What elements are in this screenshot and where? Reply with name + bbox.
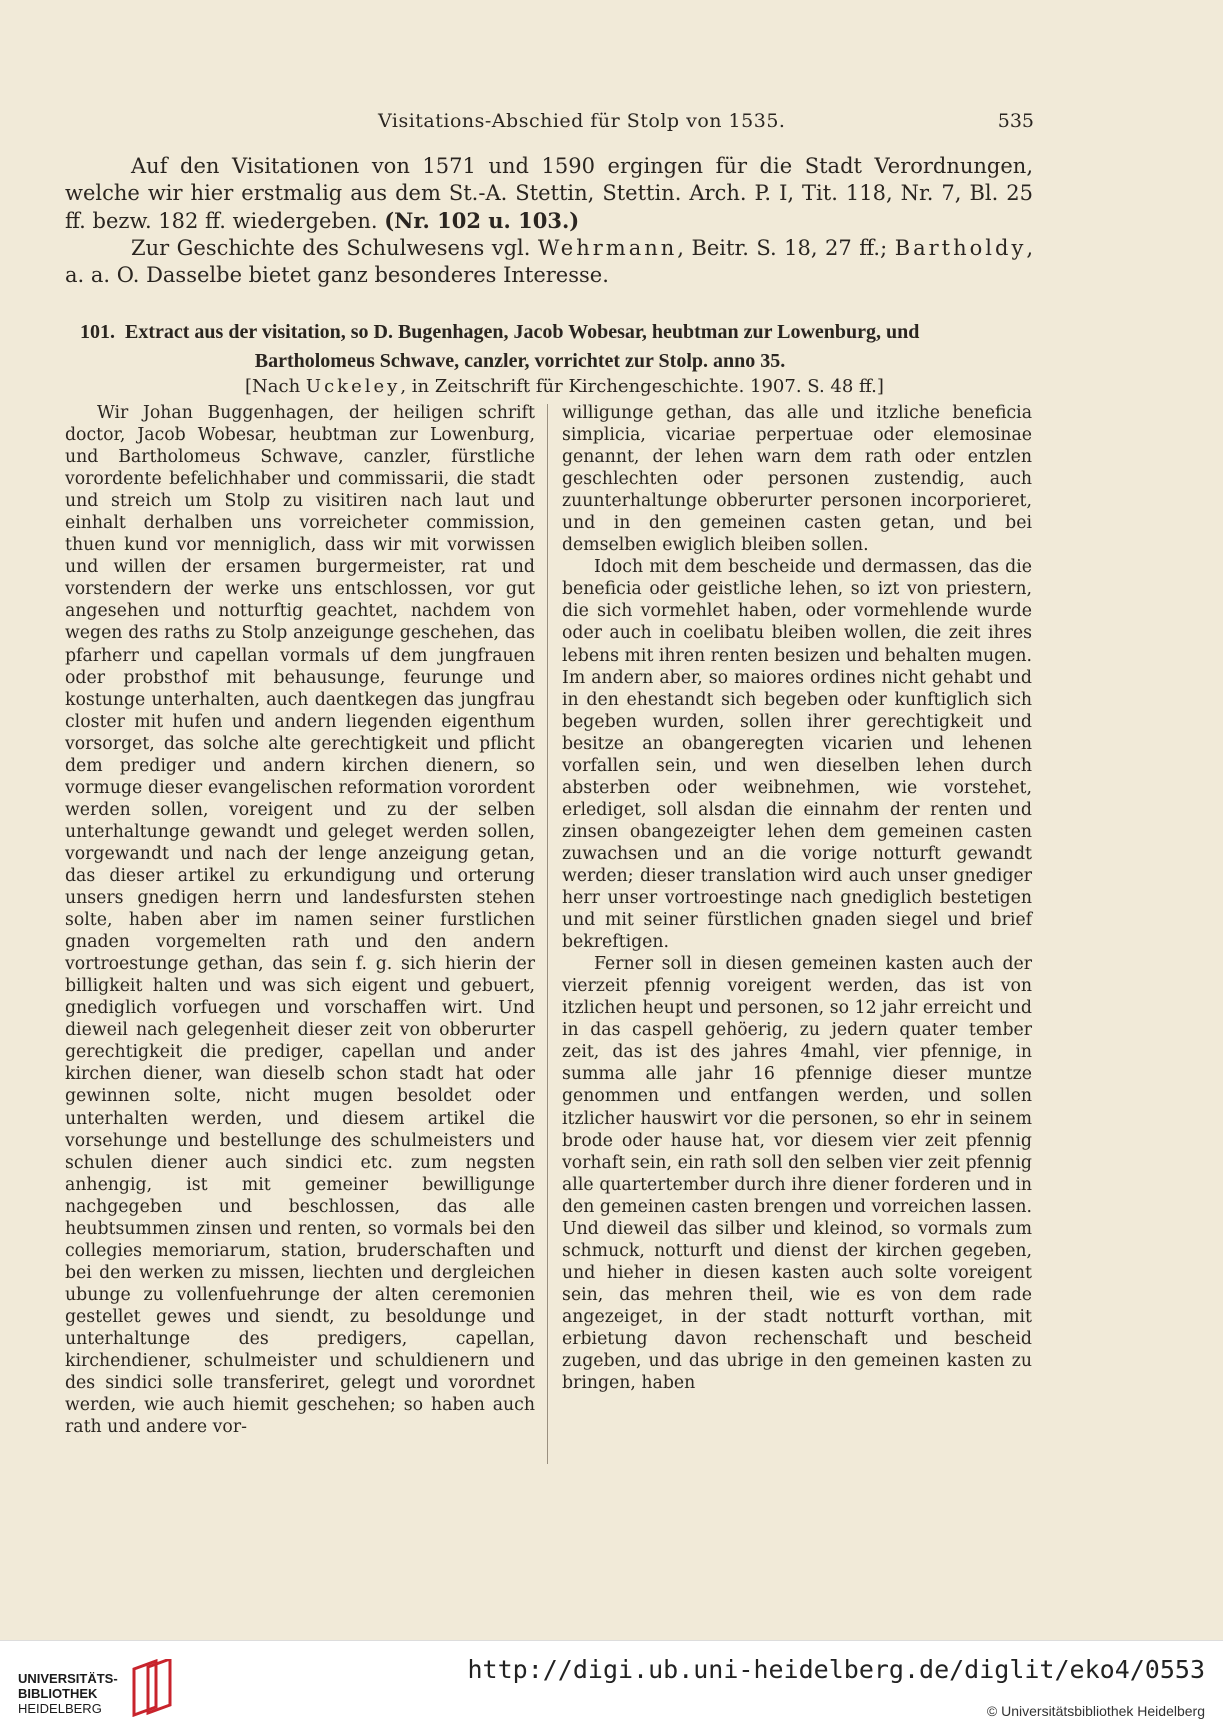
intro-paragraph-1	[65, 153, 1033, 235]
source-rest: , in Zeitschrift für Kirchengeschichte. 1907. S. 48 ff.]	[400, 376, 884, 397]
left-column	[65, 402, 535, 1438]
intro-text-2c: , a. a. O. Dasselbe bietet ganz besonderes Interesse.	[65, 236, 1033, 287]
library-emblem-icon	[126, 1659, 176, 1717]
right-paragraph-3: Ferner soll in diesen gemeinen kasten auch der vierzeit pfennig voreigent werden, das ist von itzlichen heupt und personen, so 12 jahr erreicht und in das caspell gehöerig, zu jedern quater tember zeit, das ist des jahres 4mahl, vier pfennige, in summa alle jahr 16 pfennige dieser muntze genommen und entfangen werden, und sollen itzlicher hauswirt vor die personen, so ehr in seinem brode oder hause hat, vor diesem vier zeit pfennig vorhaft sein, ein rath soll den selben vier zeit pfennig alle quartertember durch ihre diener forderen und in den gemeinen casten brengen und vorreichen lassen. Und dieweil das silber und kleinod, so vormals zum schmuck, notturft und dienst der kirchen gegeben, und hieher in diesen kasten auch solte voreigent sein, das mehren theil, wie es von dem rade angezeiget, in der stadt notturft vorthan, mit erbietung davon rechenschaft und bescheid zugeben, und das ubrige in den gemeinen kasten zu bringen, haben	[562, 954, 1032, 1394]
right-paragraph-1: willigunge gethan, das alle und itzliche beneficia simplicia, vicariae perpertuae oder elemosinae genannt, der lehen warn dem rath oder entzlen geschlechten oder personen zustendig, auch zuunterhaltunge obberurter personen incorporieret, und in den gemeinen casten getan, und bei demselben ewiglich bleiben sollen.	[562, 403, 1032, 556]
author-bartholdy: Bartholdy	[894, 236, 1027, 260]
logo-text	[18, 1671, 118, 1716]
permalink-url[interactable]: http://digi.ub.uni-heidelberg.de/diglit/eko4/0553	[467, 1655, 1205, 1684]
logo-line-2: BIBLIOTHEK	[18, 1686, 98, 1701]
introduction	[65, 153, 1033, 289]
document-heading	[80, 318, 1025, 376]
logo-line-3: HEIDELBERG	[18, 1701, 102, 1716]
logo-line-1: UNIVERSITÄTS-	[18, 1671, 118, 1686]
title-line-2: Bartholomeus Schwave, canzler, vorrichtet zur Stolp. anno 35.	[254, 350, 786, 372]
heading-line-1	[80, 318, 1025, 347]
document-number: 101.	[80, 321, 115, 343]
left-paragraph-1: Wir Johan Buggenhagen, der heiligen schrift doctor, Jacob Wobesar, heubtman zur Lowenburg, und Bartholomeus Schwave, canzler, fürstliche vorordente befelichhaber und commissarii, die stadt und streich um Stolp zu visitiren nach laut und einhalt derhalben uns vorreicheter commission, thuen kund vor menniglich, dass wir mit vorwissen und willen der ersamen burgermeister, rat und vorstendern der werke uns entschlossen, vor gut angesehen und notturftig geachtet, nachdem von wegen des raths zu Stolp anzeigunge geschehen, das pfarherr und capellan vormals uf dem jungfrauen oder probsthof mit behausunge, feurunge und kostunge unterhalten, auch daentkegen das jungfrau closter mit hufen und andern liegenden eigenthum vorsorget, das solche alte gerechtigkeit und pflicht dem prediger und andern kirchen dienern, so vormuge dieser evangelischen reformation vorordent werden sollen, voreigent und zu der selben unterhaltunge gewandt und geleget werden sollen, vorgewandt und nach der lenge anzeigung getan, das dieser artikel zu erkundigung und orterung unsers gnedigen herrn und landesfursten stehen solte, haben aber im namen seiner furstlichen gnaden vorgemelten rath und den andern vortroestunge gethan, das sein f. g. sich hierin der billigkeit halten und was sich eigent und gebuert, gnediglich vorfuegen und vorschaffen wirt. Und dieweil nach gelegenheit dieser zeit von obberurter gerechtigkeit die prediger, capellan und ander kirchen diener, wan dieselb schon stadt hat oder gewinnen solte, nicht mugen besoldet oder unterhalten werden, und diesem artikel die vorsehunge und bestellunge des schulmeisters und schulen diener auch sindici etc. zum negsten anhengig, ist mit gemeiner bewilligunge nachgegeben und beschlossen, das alle heubtsummen zinsen und renten, so vormals bei den collegies memoriarum, station, bruderschaften und bei den werken zu missen, liechten und dergleichen ubunge zu vollenfuehrunge der alten ceremonien gestellet gewes und siendt, zu besoldunge und unterhaltunge des predigers, capellan, kirchendiener, schulmeister und schuldienern und des sindici solle transferiret, gelegt und vorordnet werden, wie auch hiemit geschehen; so haben auch rath und andere vor-	[65, 403, 535, 1438]
running-title: Visitations-Abschied für Stolp von 1535.	[378, 110, 786, 132]
footer-bar	[0, 1640, 1223, 1732]
page-number: 535	[997, 110, 1034, 132]
column-divider	[547, 404, 548, 1464]
intro-reference: (Nr. 102 u. 103.)	[384, 208, 580, 233]
intro-text-1: Auf den Visitationen von 1571 und 1590 ergingen für die Stadt Verordnungen, welche wir hier erstmalig aus dem St.-A. Stettin, Stettin. Arch. P. I, Tit. 118, Nr. 7, Bl. 25 ff. bezw. 182 ff. wiedergeben.	[65, 154, 1033, 233]
copyright-notice: © Universitätsbibliothek Heidelberg	[986, 1703, 1205, 1719]
right-column	[562, 402, 1032, 1394]
source-note	[245, 376, 884, 397]
title-line-1: Extract aus der visitation, so D. Bugenhagen, Jacob Wobesar, heubtman zur Lowenburg, und	[125, 321, 920, 343]
source-author: Uckeley	[305, 376, 401, 397]
right-paragraph-2: Idoch mit dem bescheide und dermassen, das die beneficia oder geistliche lehen, so izt von priestern, die sich vormehlet haben, oder vormehlende wurde oder auch in coelibatu bleiben wollen, die zeit ihres lebens mit ihren renten besizen und behalten mugen. Im andern aber, so maiores ordines nicht gehabt und in den ehestandt sich begeben oder kunftiglich sich begeben wurden, sollen ihrer gerechtigkeit und besitze an obangeregten vicarien und lehenen vorfallen sein, und wen dieselben lehen durch absterben oder weibnehmen, wie vorstehet, erlediget, soll alsdan die einnahm der renten und zinsen obangezeigter lehen dem gemeinen casten zuwachsen und an die vorige notturft gewandt werden; dieser translation wird auch unser gnediger herr unser vortroestinge nach gnediglich bestetigen und mit seiner fürstlichen gnaden siegel und brief bekreftigen.	[562, 557, 1032, 953]
intro-text-2b: , Beitr. S. 18, 27 ff.;	[677, 236, 888, 260]
intro-paragraph-2	[65, 235, 1033, 289]
intro-text-2a: Zur Geschichte des Schulwesens vgl.	[131, 236, 531, 260]
running-head	[60, 110, 1034, 138]
source-prefix: [Nach	[245, 376, 301, 397]
library-logo[interactable]	[18, 1659, 218, 1719]
author-wehrmann: Wehrmann	[537, 236, 678, 260]
